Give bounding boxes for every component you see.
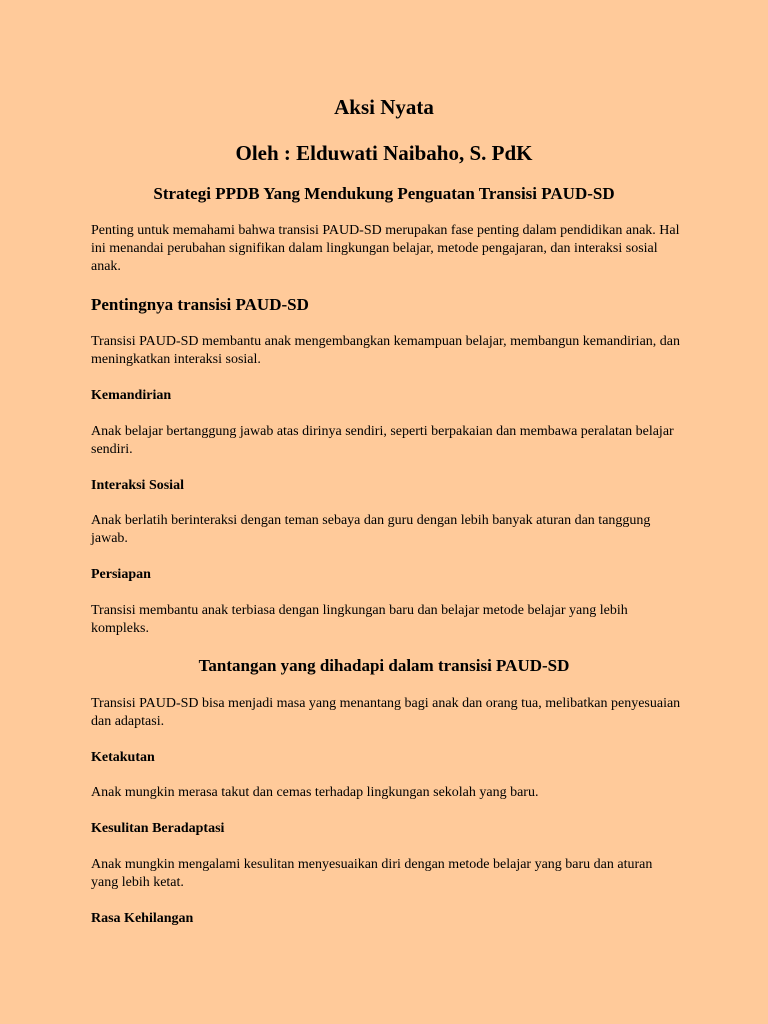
paragraph-kemandirian: Anak belajar bertanggung jawab atas dirinya sendiri, seperti berpakaian dan membawa peralatan belajar sendiri. [91, 424, 674, 457]
document-author: Oleh : Elduwati Naibaho, S. PdK [235, 141, 533, 165]
subheading-persiapan: Persiapan [91, 567, 151, 582]
document-subtitle: Strategi PPDB Yang Mendukung Penguatan Transisi PAUD-SD [153, 184, 615, 203]
paragraph-kesulitan-beradaptasi: Anak mungkin mengalami kesulitan menyesuaikan diri dengan metode belajar yang baru dan aturan yang lebih ketat. [91, 857, 653, 890]
subheading-ketakutan: Ketakutan [91, 750, 155, 765]
document-title: Aksi Nyata [334, 95, 434, 119]
section-heading-importance: Pentingnya transisi PAUD-SD [91, 295, 309, 314]
paragraph-interaksi-sosial: Anak berlatih berinteraksi dengan teman sebaya dan guru dengan lebih banyak aturan dan tanggung jawab. [91, 513, 651, 546]
paragraph-ketakutan: Anak mungkin merasa takut dan cemas terhadap lingkungan sekolah yang baru. [91, 785, 539, 800]
subheading-kesulitan-beradaptasi: Kesulitan Beradaptasi [91, 821, 225, 836]
section-heading-challenges: Tantangan yang dihadapi dalam transisi PAUD-SD [198, 656, 570, 675]
section-challenges-paragraph: Transisi PAUD-SD bisa menjadi masa yang menantang bagi anak dan orang tua, melibatkan penyesuaian dan adaptasi. [91, 696, 681, 729]
intro-paragraph: Penting untuk memahami bahwa transisi PAUD-SD merupakan fase penting dalam pendidikan anak. Hal ini menandai perubahan signifikan dalam lingkungan belajar, metode pengajaran, dan interaksi sosial anak. [91, 223, 680, 274]
subheading-rasa-kehilangan: Rasa Kehilangan [91, 911, 194, 926]
subheading-interaksi-sosial: Interaksi Sosial [91, 478, 184, 493]
subheading-kemandirian: Kemandirian [91, 388, 172, 403]
paragraph-persiapan: Transisi membantu anak terbiasa dengan lingkungan baru dan belajar metode belajar yang lebih kompleks. [91, 603, 628, 636]
section-importance-paragraph: Transisi PAUD-SD membantu anak mengembangkan kemampuan belajar, membangun kemandirian, dan meningkatkan interaksi sosial. [91, 334, 680, 367]
